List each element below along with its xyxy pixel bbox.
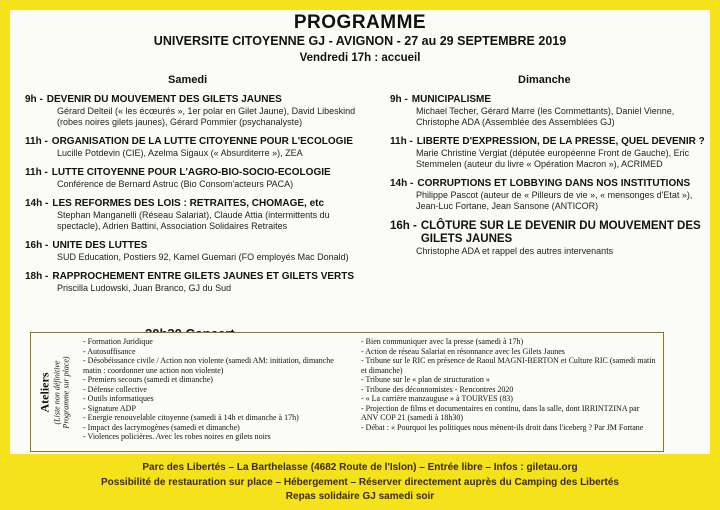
saturday-event bbox=[25, 271, 375, 294]
atelier-item: - Impact des lacrymogènes (samedi et dimanche) bbox=[83, 422, 240, 432]
event-title: DEVENIR DU MOUVEMENT DES GILETS JAUNES bbox=[46, 94, 282, 105]
event-title: CORRUPTIONS ET LOBBYING DANS NOS INSTITUTIONS bbox=[417, 178, 691, 189]
sunday-event bbox=[390, 178, 705, 212]
saturday-heading: Samedi bbox=[168, 74, 208, 86]
event-speakers: Priscilla Ludowski, Juan Branco, GJ du Sud bbox=[57, 283, 232, 293]
atelier-item: - Tribune des déconnomistes - Rencontres 2020 bbox=[361, 384, 514, 394]
event-speakers: Stephan Manganelli (Réseau Salariat), Claude Attia (intermittents du spectacle), Adrien Battini, Association Solidaires Retraites bbox=[57, 210, 330, 231]
ateliers-note-line: (Liste non définitive bbox=[52, 360, 62, 425]
sunday-event bbox=[390, 136, 705, 170]
atelier-item: - Energie renouvelable citoyenne (samedi à 14h et dimanche à 17h) bbox=[83, 413, 299, 422]
event-time: 9h - bbox=[390, 94, 408, 105]
ateliers-list-right bbox=[361, 337, 657, 432]
atelier-item: - Tribune sur le RIC en présence de Raoul MAGNI-BERTON et Culture RIC (samedi matin et dimanche) bbox=[361, 356, 656, 375]
sunday-column bbox=[390, 94, 705, 265]
event-speakers: Michael Techer, Gérard Marre (les Commettants), Daniel Vienne, Christophe ADA (Assemblée des Assemblées GJ) bbox=[416, 106, 675, 127]
event-time: 18h - bbox=[25, 271, 49, 282]
event-time: 14h - bbox=[390, 178, 414, 189]
atelier-item: - Projection de films et documentaires en continu, dans la salle, dont IRRINTZINA par ANV COP 21 (samedi à 18h30) bbox=[361, 403, 640, 422]
event-title: CLÔTURE SUR LE DEVENIR DU MOUVEMENT DES GILETS JAUNES bbox=[420, 220, 701, 245]
sunday-event bbox=[390, 220, 705, 257]
footer-location: Parc des Libertés – La Barthelasse (4682 Route de l'Islon) – Entrée libre – Infos : giletau.org bbox=[142, 462, 578, 473]
event-time: 16h - bbox=[25, 240, 49, 251]
event-speakers: Marie Christine Vergiat (députée européenne Front de Gauche), Eric Stemmelen (auteur du livre « Opération Macron »), ACRIMED bbox=[416, 148, 690, 169]
atelier-item: - Violences policières. Avec les robes noires en gilets noirs bbox=[83, 432, 271, 441]
event-speakers: SUD Education, Postiers 92, Kamel Guemari (FO employés Mac Donald) bbox=[57, 252, 349, 262]
atelier-item: - Action de réseau Salariat en résonnance avec les Gilets Jaunes bbox=[361, 346, 565, 356]
friday-welcome: Vendredi 17h : accueil bbox=[299, 52, 421, 64]
ateliers-note bbox=[53, 356, 71, 428]
event-title: LIBERTE D'EXPRESSION, DE LA PRESSE, QUEL DEVENIR ? bbox=[416, 136, 705, 147]
saturday-event bbox=[25, 198, 375, 232]
atelier-item: - Défense collective bbox=[83, 384, 147, 394]
footer-meal: Repas solidaire GJ samedi soir bbox=[285, 491, 435, 502]
footer-lodging: Possibilité de restauration sur place – Hébergement – Réserver directement auprès du Camping des Libertés bbox=[101, 477, 619, 488]
ateliers-label bbox=[31, 333, 77, 451]
saturday-event bbox=[25, 136, 375, 159]
atelier-item: - Signature ADP bbox=[83, 403, 136, 413]
ateliers-list-left bbox=[83, 337, 338, 442]
event-title: RAPPROCHEMENT ENTRE GILETS JAUNES ET GILETS VERTS bbox=[52, 271, 355, 282]
atelier-item: - « La carrière manzauguse » à TOURVES (83) bbox=[361, 394, 513, 403]
event-speakers: Conférence de Bernard Astruc (Bio Consom'acteurs PACA) bbox=[57, 179, 294, 189]
saturday-event bbox=[25, 240, 375, 263]
event-title: MUNICIPALISME bbox=[411, 94, 492, 105]
event-speakers: Gérard Delteil (« les écœurés », 1er polar en Gilet Jaune), David Libeskind (robes noires gilets jaunes), Gérard Pommier (psychanalyste) bbox=[57, 106, 356, 127]
event-speakers: Christophe ADA et rappel des autres intervenants bbox=[416, 246, 614, 256]
event-title: LES REFORMES DES LOIS : RETRAITES, CHOMAGE, etc bbox=[52, 198, 325, 209]
event-time: 9h - bbox=[25, 94, 43, 105]
saturday-event bbox=[25, 167, 375, 190]
atelier-item: - Tribune sur le « plan de structuration » bbox=[361, 375, 490, 384]
event-speakers: Philippe Pascot (auteur de « Pilleurs de vie », « mensonges d'Etat »), Jean-Luc Fortane, Jean Sansone (ANTICOR) bbox=[416, 190, 693, 211]
atelier-item: - Désobéissance civile / Action non violente (samedi AM: initiation, dimanche matin : coordonner une action non violente) bbox=[83, 356, 334, 375]
atelier-item: - Outils informatiques bbox=[83, 394, 154, 403]
atelier-item: - Premiers secours (samedi et dimanche) bbox=[83, 375, 213, 384]
atelier-item: - Autosuffisance bbox=[83, 346, 136, 356]
atelier-item: - Bien communiquer avec la presse (samedi à 17h) bbox=[361, 337, 524, 346]
sunday-heading: Dimanche bbox=[518, 74, 571, 86]
event-title: ORGANISATION DE LA LUTTE CITOYENNE POUR L'ECOLOGIE bbox=[51, 136, 353, 147]
sunday-event bbox=[390, 94, 705, 128]
event-time: 11h - bbox=[390, 136, 413, 147]
event-speakers: Lucille Potdevin (CIE), Azelma Sigaux (« Absurditerre »), ZEA bbox=[57, 148, 303, 158]
event-subtitle: UNIVERSITE CITOYENNE GJ - AVIGNON - 27 au 29 SEPTEMBRE 2019 bbox=[153, 34, 567, 48]
event-title: LUTTE CITOYENNE POUR L'AGRO-BIO-SOCIO-ECOLOGIE bbox=[51, 167, 331, 178]
event-time: 16h - bbox=[390, 220, 417, 232]
saturday-event bbox=[25, 94, 375, 128]
ateliers-title: Ateliers bbox=[37, 372, 52, 412]
page-title: PROGRAMME bbox=[293, 12, 427, 33]
event-time: 14h - bbox=[25, 198, 49, 209]
ateliers-note-line: Programme sur place) bbox=[61, 355, 71, 429]
event-time: 11h - bbox=[25, 136, 48, 147]
event-time: 11h - bbox=[25, 167, 48, 178]
saturday-column bbox=[25, 94, 375, 302]
atelier-item: - Formation Juridique bbox=[83, 337, 153, 346]
ateliers-box bbox=[30, 332, 664, 452]
atelier-item: - Débat : « Pourquoi les politiques nous mènent-ils droit dans l'iceberg ? Par JM Fortane bbox=[361, 422, 644, 432]
event-title: UNITE DES LUTTES bbox=[52, 240, 148, 251]
